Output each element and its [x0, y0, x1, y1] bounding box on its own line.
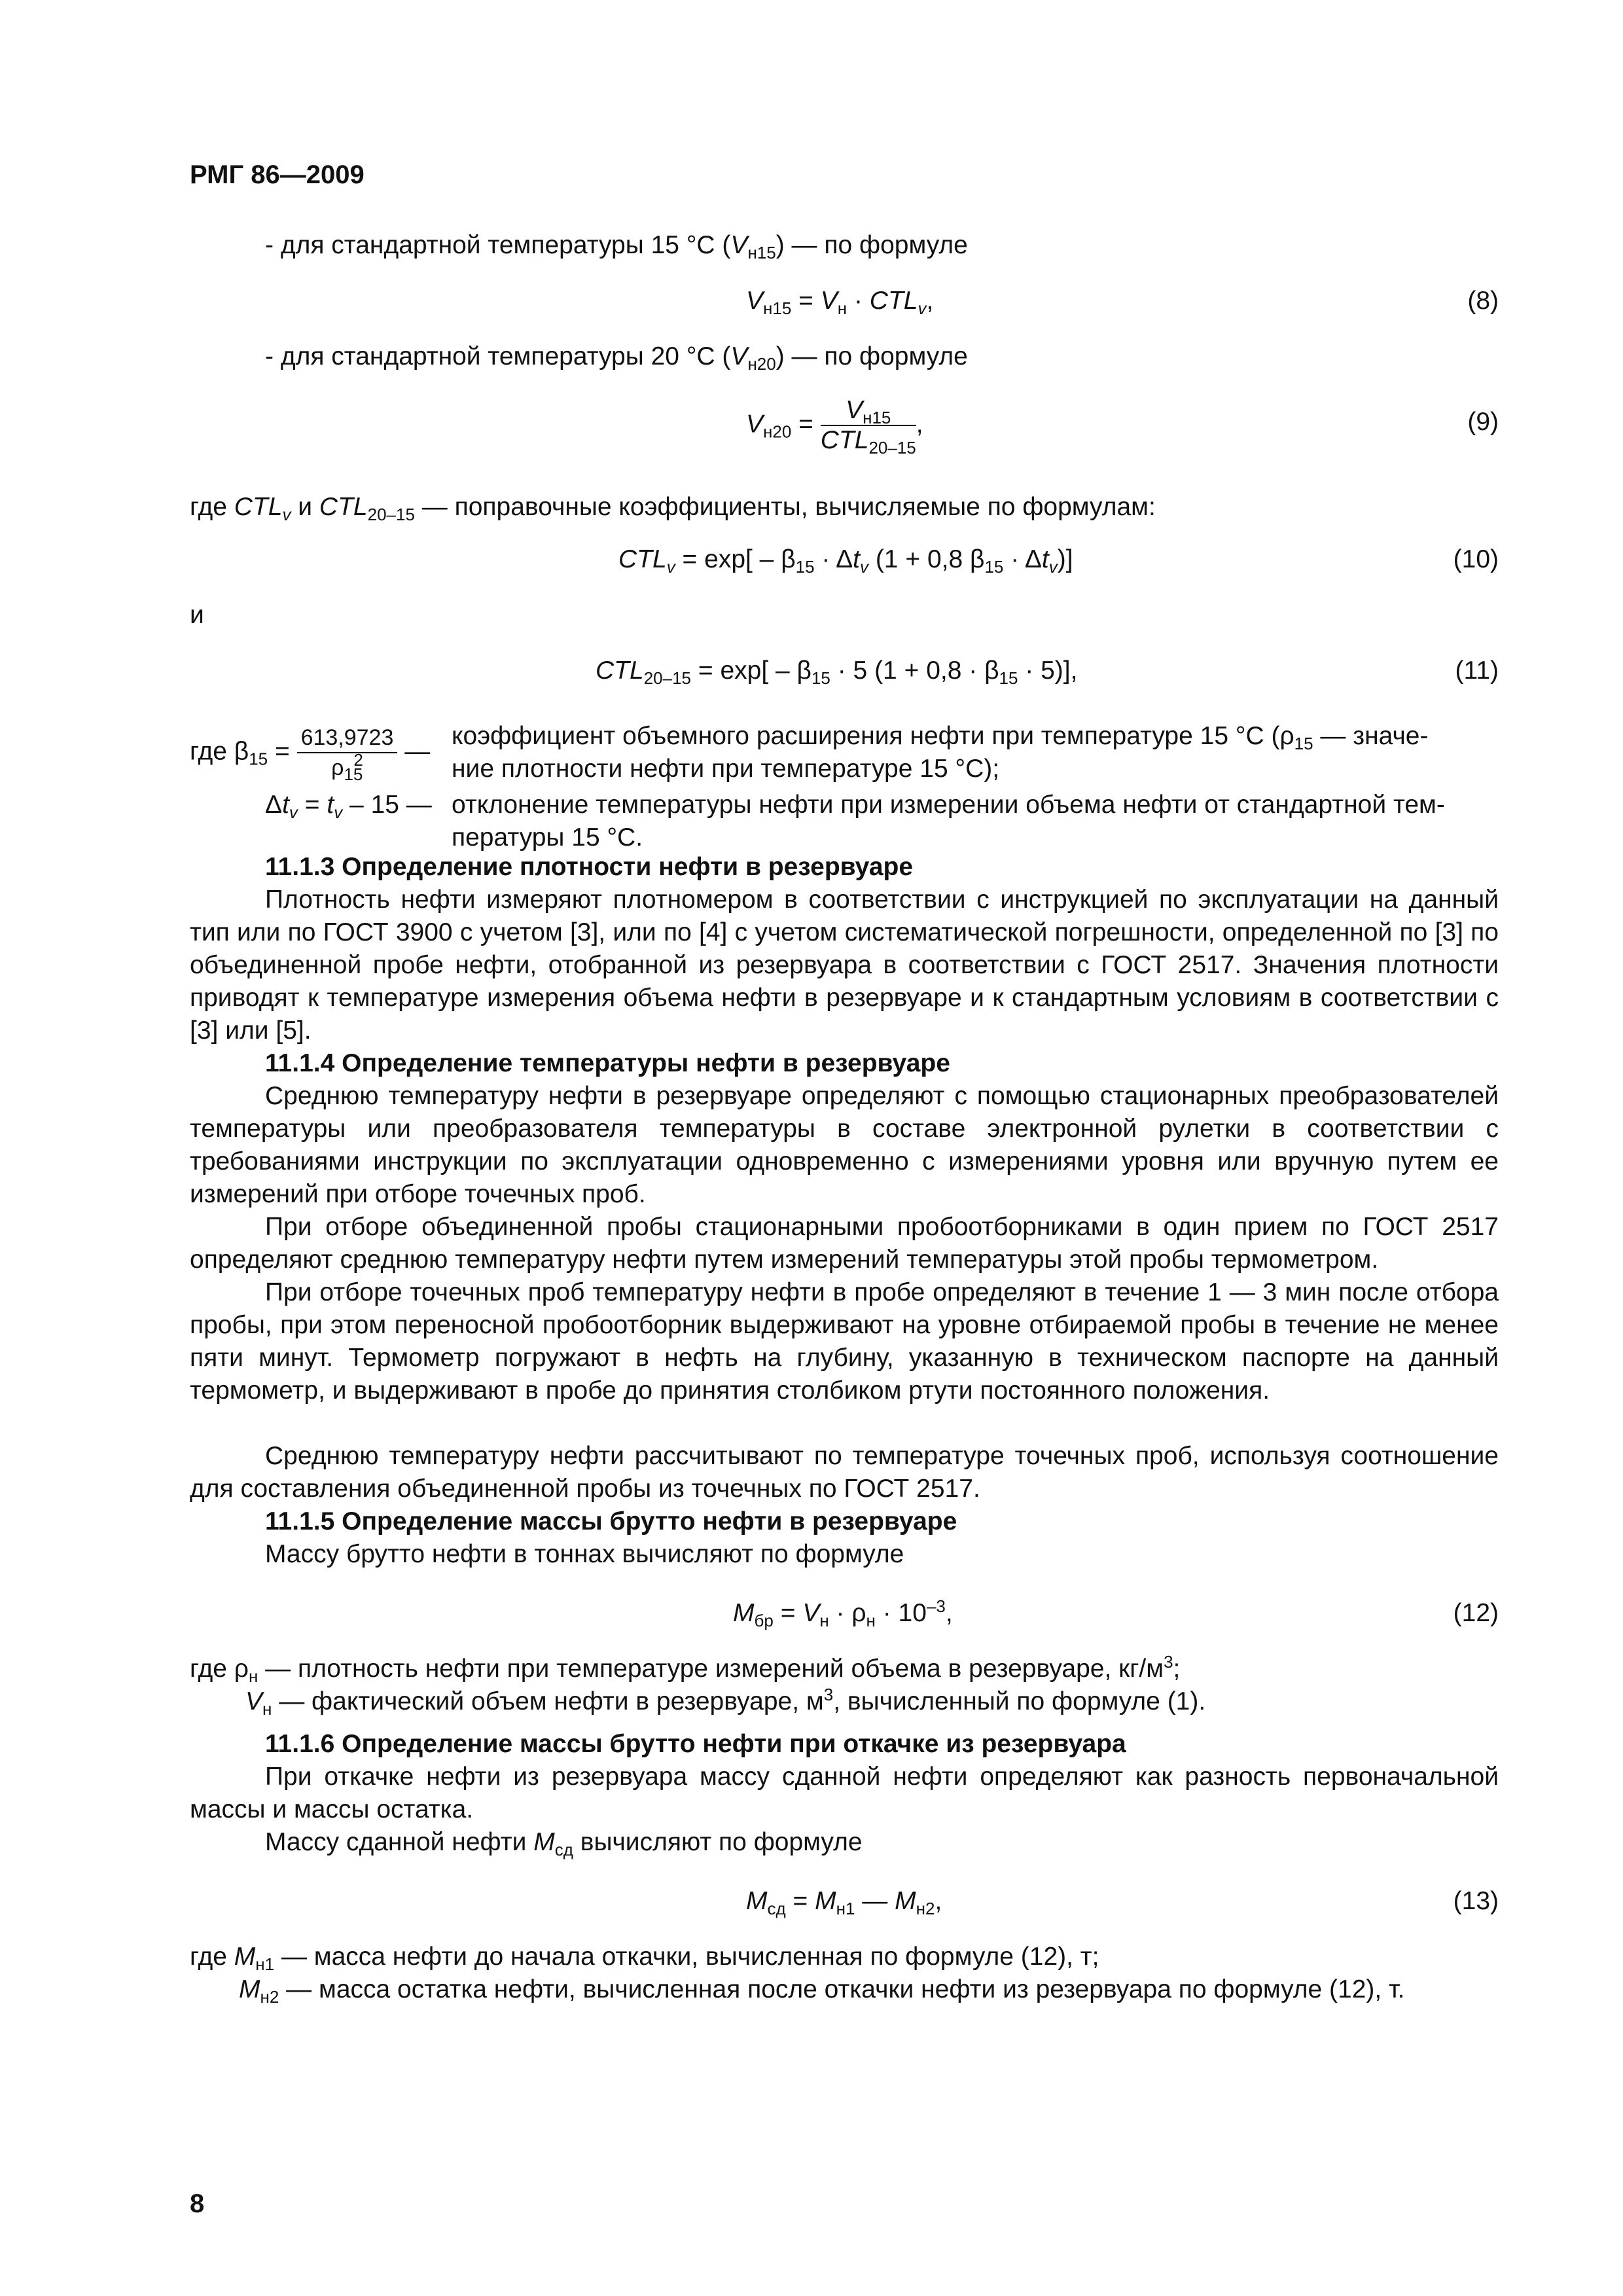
- section-11-1-6-title: 11.1.6 Определение массы брутто нефти при откачке из резервуара: [265, 1730, 1126, 1758]
- section-11-1-4-title: 11.1.4 Определение температуры нефти в резервуаре: [265, 1049, 950, 1077]
- intro-line-2: - для стандартной температуры 20 °С $(V_{н20})$ — по формуле: [265, 342, 968, 374]
- delta-t-lhs: $\Delta t_v = t_v - 15$ —: [265, 791, 432, 822]
- equation-number-11: (11): [1455, 656, 1499, 685]
- section-11-1-6-paragraph-2: Массу сданной нефти $M_{сд}$ вычисляют по формуле: [265, 1828, 863, 1859]
- volume-definition: $V_н$ — фактический объем нефти в резервуаре, $м^3$, вычисленный по формуле (1).: [245, 1685, 1206, 1719]
- formula-11: $CTL_{20-15} = \exp[ - \beta_{15} \cdot 5$ $(1 + 0,8 \cdot \beta_{15} \cdot 5)$],: [596, 656, 1078, 688]
- section-11-1-4-paragraph-1: Среднюю температуру нефти в резервуаре определяют с помощью стационарных преобразователей температуры или преобразователя температуры в составе электронной рулетки в соответствии с требованиями инструкции по эксплуатации одновременно с измерениями уровня или вручную путем ее измерений при отборе точечных проб.: [190, 1082, 1499, 1208]
- formula-12: $M_{бр} = V_н \cdot \rho_н \cdot 10^{-3}$,: [733, 1596, 953, 1630]
- equation-number-13: (13): [1453, 1887, 1499, 1915]
- equation-number-8: (8): [1467, 287, 1499, 315]
- equation-number-12: (12): [1453, 1599, 1499, 1627]
- m2-definition: $M_{н2}$ — масса остатка нефти, вычисленная после откачки нефти из резервуара по формуле (12), т.: [239, 1975, 1405, 2007]
- section-11-1-5-title: 11.1.5 Определение массы брутто нефти в резервуаре: [265, 1507, 957, 1535]
- section-11-1-3-title: 11.1.3 Определение плотности нефти в резервуаре: [265, 853, 914, 881]
- m1-definition: где $M_{н1}$ — масса нефти до начала откачки, вычисленная по формуле (12), т;: [190, 1943, 1099, 1974]
- section-11-1-4-paragraph-4: Среднюю температуру нефти рассчитывают по температуре точечных проб, используя соотношение для составления объединенной пробы из точечных по ГОСТ 2517.: [190, 1442, 1499, 1503]
- beta-lhs: где $\beta_{15}$ = $\frac{613,9723}{\rho_{15}^2}$ —: [190, 723, 430, 782]
- page-number: 8: [190, 2189, 205, 2218]
- section-11-1-4-paragraph-2: При отборе объединенной пробы стационарными пробоотборниками в один прием по ГОСТ 2517 определяют среднюю температуру нефти путем измерений температуры этой пробы термометром.: [190, 1213, 1499, 1274]
- and-word: и: [190, 601, 204, 629]
- section-11-1-5-intro: Массу брутто нефти в тоннах вычисляют по формуле: [265, 1540, 904, 1568]
- ctl-definition: где $CTL_v$ и $CTL_{20-15}$ — поправочные коэффициенты, вычисляемые по формулам:: [190, 493, 1156, 524]
- delta-t-description: отклонение температуры нефти при измерении объема нефти от стандартной тем- пературы 15 °С.: [452, 791, 1445, 852]
- document-code: РМГ 86—2009: [190, 160, 365, 189]
- formula-13: $M_{сд} = M_{н1}$ — $M_{н2}$,: [746, 1887, 942, 1918]
- formula-9: $V_{н20}$ = $\frac{V_{н15}}{CTL_{20-15}}$ ,: [746, 396, 923, 457]
- equation-number-9: (9): [1467, 408, 1499, 436]
- formula-8: $V_{н15} = V_н \cdot CTL_v$,: [746, 287, 934, 318]
- section-11-1-6-paragraph-1: При откачке нефти из резервуара массу сданной нефти определяют как разность первоначальной массы и массы остатка.: [190, 1763, 1499, 1823]
- beta-description: коэффициент объемного расширения нефти при температуре 15 °С ($\rho_{15}$ — значе- ние плотности нефти при температуре 15 °С);: [452, 722, 1429, 783]
- section-11-1-4-paragraph-3: При отборе точечных проб температуру нефти в пробе определяют в течение 1 — 3 мин после отбора пробы, при этом переносной пробоотборник выдерживают на уровне отбираемой пробы в течение не менее пяти минут. Термометр погружают в нефть на глубину, указанную в техническом паспорте на данный термометр, и выдерживают в пробе до принятия столбиком ртути постоянного положения.: [190, 1278, 1499, 1405]
- formula-10: $CTL_v = \exp[ - \beta_{15} \cdot \Delta t_v$ (1 + 0,8 $\beta_{15} \cdot \Delta t_v$)]: [618, 545, 1073, 577]
- rho-definition: где $\rho_н$ — плотность нефти при температуре измерений объема в резервуаре, $кг/м^3$;: [190, 1652, 1181, 1686]
- section-11-1-3-paragraph: Плотность нефти измеряют плотномером в соответствии с инструкцией по эксплуатации на данный тип или по ГОСТ 3900 с учетом [3], или по [4] с учетом систематической погрешности, определенной по [3] по объединенной пробе нефти, отобранной из резервуара в соответствии с ГОСТ 2517. Значения плотности приводят к температуре измерения объема нефти в резервуаре и к стандартным условиям в соответствии с [3] или [5].: [190, 886, 1499, 1045]
- equation-number-10: (10): [1453, 545, 1499, 573]
- intro-line-1: - для стандартной температуры 15 °С $(V_{н15})$ — по формуле: [265, 231, 968, 262]
